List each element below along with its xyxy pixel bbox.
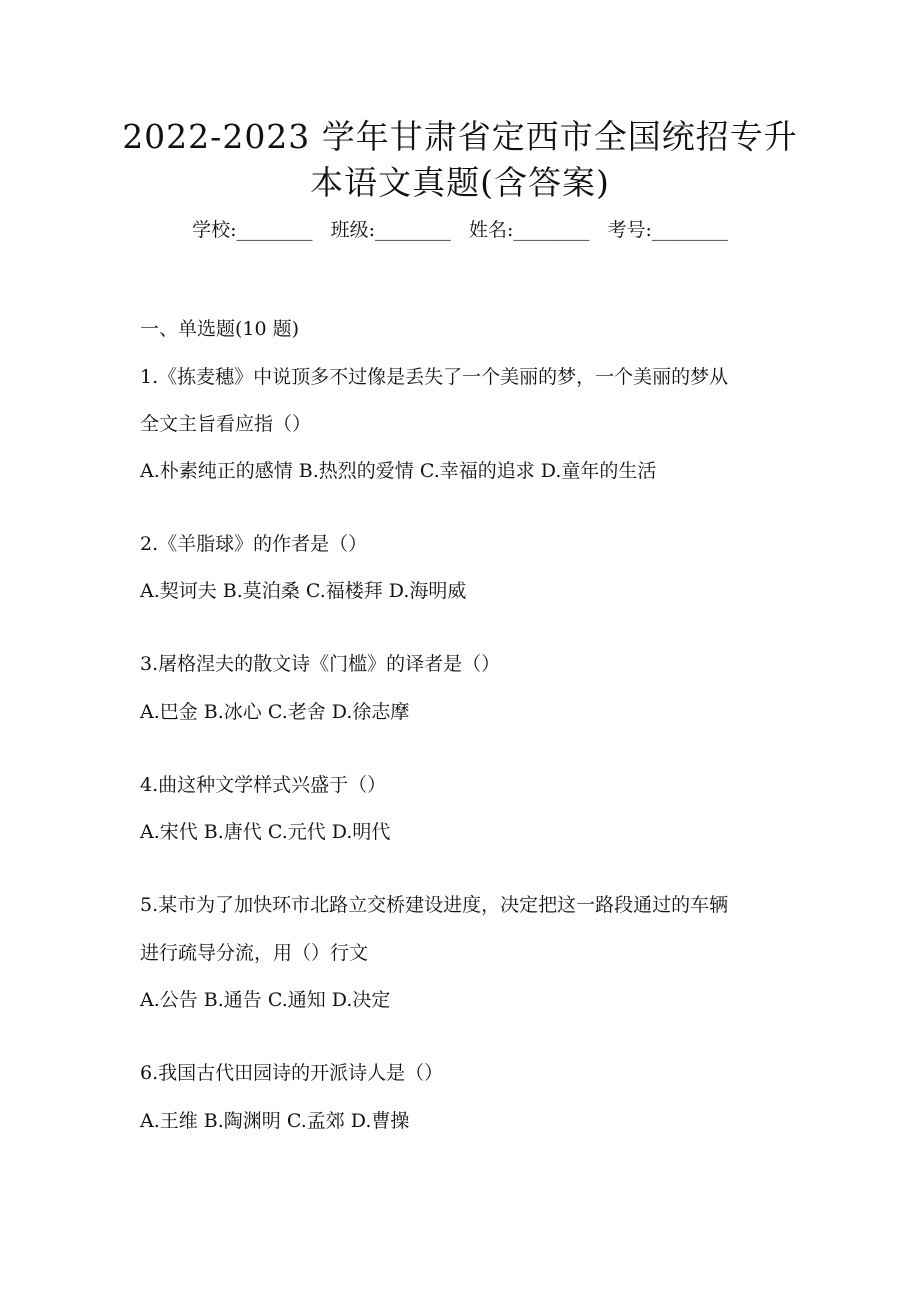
name-field: 姓名:________ <box>469 219 590 241</box>
section-heading: 一、单选题(10 题) <box>140 318 300 340</box>
question-3-options: A.巴金 B.冰心 C.老舍 D.徐志摩 <box>140 701 410 723</box>
question-3-stem: 3.屠格涅夫的散文诗《门槛》的译者是（） <box>140 653 501 675</box>
question-5-stem-line-1: 5.某市为了加快环市北路立交桥建设进度，决定把这一路段通过的车辆 <box>140 894 729 916</box>
question-6-stem: 6.我国古代田园诗的开派诗人是（） <box>140 1062 444 1084</box>
student-info-line <box>60 216 860 244</box>
question-1-options: A.朴素纯正的感情 B.热烈的爱情 C.幸福的追求 D.童年的生活 <box>140 460 657 482</box>
question-5-options: A.公告 B.通告 C.通知 D.决定 <box>140 989 391 1011</box>
question-6-options: A.王维 B.陶渊明 C.孟郊 D.曹操 <box>140 1110 410 1132</box>
class-field: 班级:________ <box>330 219 451 241</box>
question-4-stem: 4.曲这种文学样式兴盛于（） <box>140 774 387 796</box>
document-title-line-2: 本语文真题(含答案) <box>310 163 610 202</box>
question-5-stem-line-2: 进行疏导分流，用（）行文 <box>140 942 369 964</box>
exam-number-field: 考号:________ <box>607 219 728 241</box>
question-4-options: A.宋代 B.唐代 C.元代 D.明代 <box>140 821 391 843</box>
document-title-line-1: 2022-2023 学年甘肃省定西市全国统招专升 <box>122 117 798 156</box>
question-2-options: A.契诃夫 B.莫泊桑 C.福楼拜 D.海明威 <box>140 580 467 602</box>
school-field: 学校:________ <box>192 219 313 241</box>
question-2-stem: 2.《羊脂球》的作者是（） <box>140 533 368 555</box>
question-1-stem-line-2: 全文主旨看应指（） <box>140 413 312 435</box>
question-1-stem-line-1: 1.《拣麦穗》中说顶多不过像是丢失了一个美丽的梦，一个美丽的梦从 <box>140 366 729 388</box>
